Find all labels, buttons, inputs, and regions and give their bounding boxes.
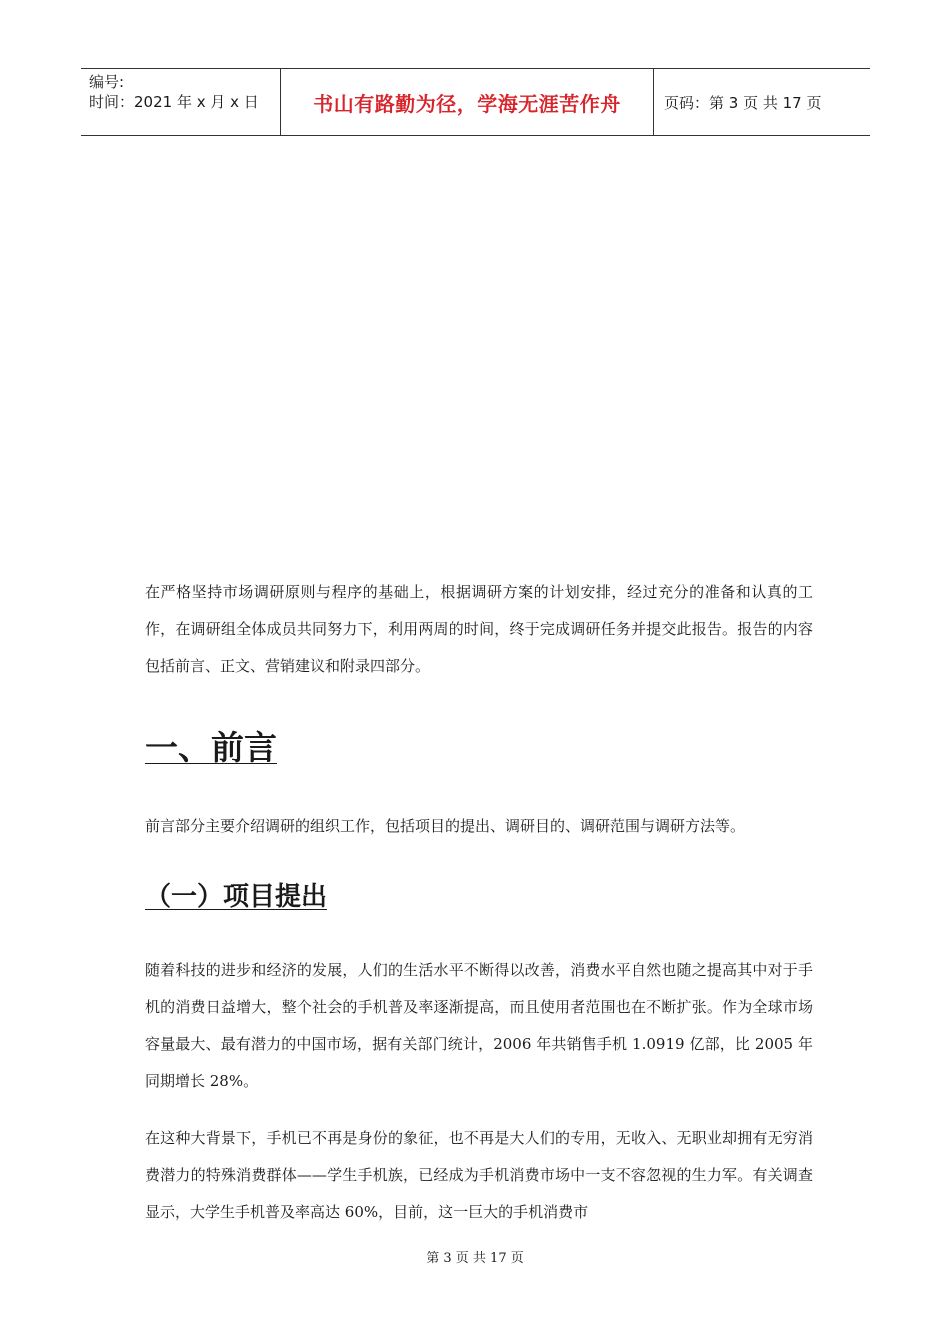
header-page-info: 页码：第 3 页 共 17 页 (664, 93, 822, 112)
header-motto: 书山有路勤为径，学海无涯苦作舟 (313, 91, 621, 116)
intro-paragraph: 在严格坚持市场调研原则与程序的基础上，根据调研方案的计划安排，经过充分的准备和认真的工作，在调研组全体成员共同努力下，利用两周的时间，终于完成调研任务并提交此报告。报告的内容包括前言、正文、营销建议和附录四部分。 (145, 583, 813, 675)
header-meta-cell (81, 69, 281, 135)
document-date-label: 时间：2021 年 x 月 x 日 (89, 93, 259, 111)
body-paragraph-1: 随着科技的进步和经济的发展，人们的生活水平不断得以改善，消费水平自然也随之提高其中对于手机的消费日益增大，整个社会的手机普及率逐渐提高，而且使用者范围也在不断扩张。作为全球市场容量最大、最有潜力的中国市场，据有关部门统计，2006 年共销售手机 1.0919 亿部，比 2005 年同期增长 28%。 (145, 961, 813, 1090)
document-number-label: 编号: (89, 73, 125, 91)
section-intro-paragraph: 前言部分主要介绍调研的组织工作，包括项目的提出、调研目的、调研范围与调研方法等。 (145, 817, 746, 835)
header-page-cell (654, 69, 870, 135)
page-footer: 第 3 页 共 17 页 (426, 1251, 524, 1266)
body-paragraph-2: 在这种大背景下，手机已不再是身份的象征，也不再是大人们的专用，无收入、无职业却拥有无穷消费潜力的特殊消费群体——学生手机族，已经成为手机消费市场中一支不容忽视的生力军。有关调查显示，大学生手机普及率高达 60%，目前，这一巨大的手机消费市 (145, 1129, 813, 1221)
section-title: 一、前言 (145, 728, 277, 767)
header-motto-cell (281, 69, 654, 135)
page-header (81, 68, 870, 136)
subsection-title: （一）项目提出 (145, 882, 328, 912)
